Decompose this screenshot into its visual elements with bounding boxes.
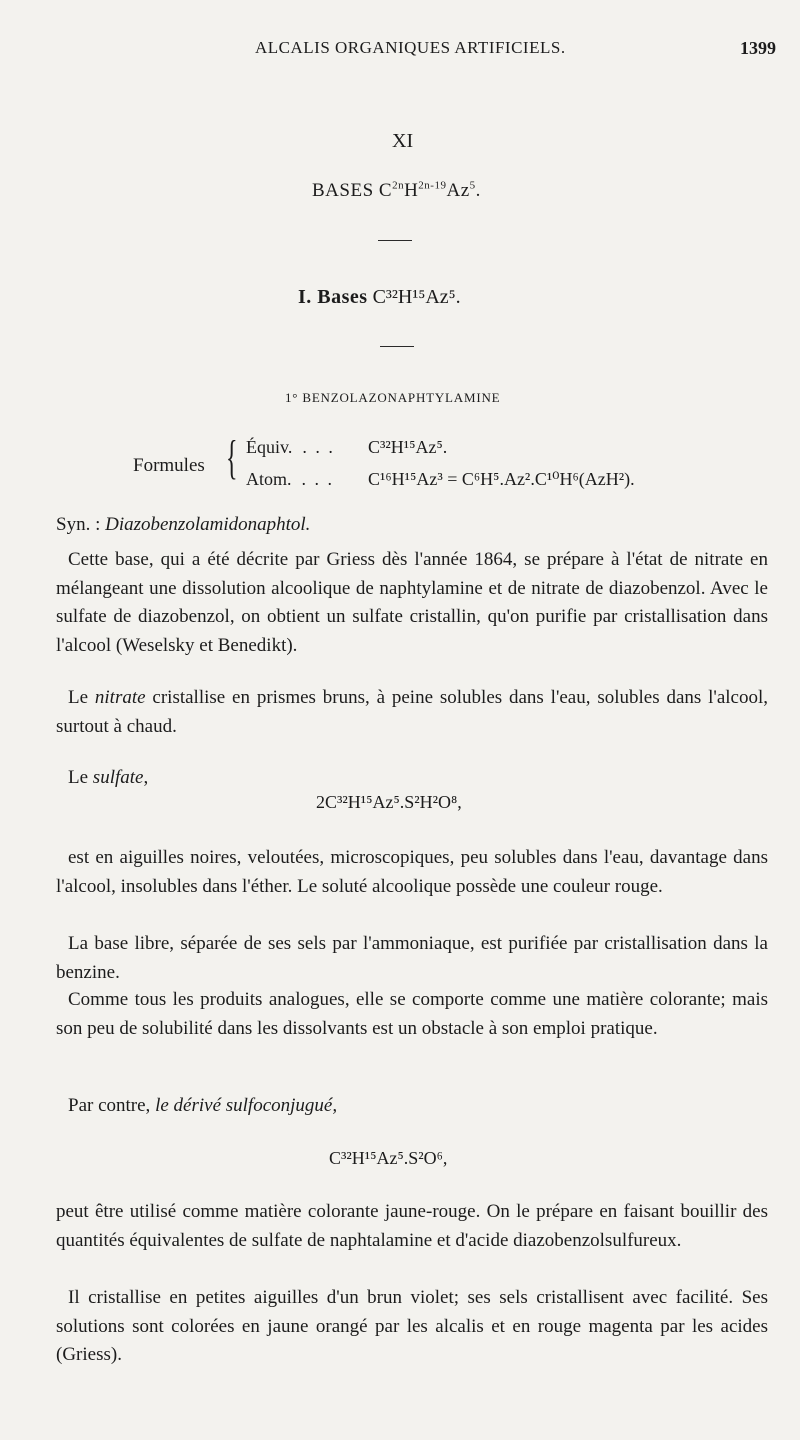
- section-title-prefix: BASES C: [312, 180, 393, 201]
- equiv-value: C³²H¹⁵Az⁵.: [368, 437, 448, 457]
- formulas-label: Formules: [133, 455, 205, 476]
- section-title-dot: .: [475, 180, 481, 201]
- p3-end: ,: [143, 767, 149, 788]
- paragraph-5: La base libre, séparée de ses sels par l'ammoniaque, est purifiée par cristallisation dans la benzine.: [56, 933, 768, 983]
- section-title-mid: H: [404, 180, 419, 201]
- subsection-formula: C³²H¹⁵Az⁵.: [372, 286, 461, 308]
- atom-value: C¹⁶H¹⁵Az³ = C⁶H⁵.Az².C¹⁰H⁶(AzH²).: [368, 469, 635, 489]
- p7-italic: le dérivé sulfoconjugué,: [155, 1095, 338, 1116]
- synonym-value: Diazobenzolamidonaphtol.: [105, 514, 311, 535]
- paragraph-1: Cette base, qui a été décrite par Griess dès l'année 1864, se prépare à l'état de nitrate en mélangeant une dissolution alcoolique de naphtylamine et de nitrate de diazobenzol. Avec le sulfate de diazobenzol, on obtient un sulfate cristallin, qu'on purifie par cristallisation dans l'alcool (Weselsky et Benedikt).: [56, 549, 768, 656]
- paragraph-2: [56, 684, 768, 741]
- paragraph-4: est en aiguilles noires, veloutées, microscopiques, peu solubles dans l'eau, davantage dans l'alcool, insolubles dans l'éther. Le soluté alcoolique possède une couleur rouge.: [56, 847, 768, 897]
- section-title: [312, 180, 481, 202]
- sulfoconjugate-formula: C³²H¹⁵Az⁵.S²O⁶,: [329, 1148, 448, 1168]
- subsection-divider: [380, 346, 414, 347]
- p2-start: Le: [68, 687, 95, 708]
- p3-italic: sulfate: [92, 767, 144, 788]
- compound-title: 1° BENZOLAZONAPHTYLAMINE: [285, 390, 501, 405]
- formulas-brace: {: [226, 431, 238, 484]
- equiv-label: Équiv.: [246, 437, 293, 457]
- running-title: ALCALIS ORGANIQUES ARTIFICIELS.: [255, 38, 566, 57]
- p2-rest: cristallise en prismes bruns, à peine solubles dans l'eau, solubles dans l'alcool, surtout à chaud.: [56, 687, 768, 737]
- p3-start: Le: [68, 767, 93, 788]
- atom-formula-row: [246, 469, 635, 490]
- section-title-sup3: 5: [469, 179, 476, 192]
- section-number: XI: [392, 130, 414, 152]
- subsection-title: [298, 286, 461, 309]
- section-title-sup1: 2n: [392, 179, 405, 192]
- section-divider: [378, 240, 412, 241]
- synonym-line: [56, 514, 310, 536]
- paragraph-8: peut être utilisé comme matière colorante jaune-rouge. On le prépare en faisant bouillir des quantités équivalentes de sulfate de naphtalamine et d'acide diazobenzolsulfureux.: [56, 1201, 768, 1251]
- p2-italic: nitrate: [94, 687, 146, 708]
- page-number: 1399: [740, 38, 776, 58]
- paragraph-3: [56, 764, 768, 793]
- sulfate-formula: 2C³²H¹⁵Az⁵.S²H²O⁸,: [316, 792, 462, 812]
- paragraph-7: [56, 1092, 768, 1121]
- equiv-dots: . . .: [302, 437, 335, 457]
- atom-label: Atom.: [246, 469, 292, 489]
- atom-dots: . . .: [301, 469, 335, 489]
- paragraph-6: Comme tous les produits analogues, elle se comporte comme une matière colorante; mais son peu de solubilité dans les dissolvants est un obstacle à son emploi pratique.: [56, 989, 768, 1039]
- subsection-label: I. Bases: [298, 286, 368, 308]
- synonym-label: Syn. :: [56, 514, 101, 535]
- p7-start: Par contre,: [68, 1095, 156, 1116]
- paragraph-9: Il cristallise en petites aiguilles d'un brun violet; ses sels cristallisent avec facilité. Ses solutions sont colorées en jaune orangé par les alcalis et en rouge magenta par les acides (Griess).: [56, 1287, 768, 1365]
- section-title-sup2: 2n-19: [418, 179, 447, 192]
- section-title-end: Az: [446, 180, 470, 201]
- equiv-formula-row: [246, 437, 448, 458]
